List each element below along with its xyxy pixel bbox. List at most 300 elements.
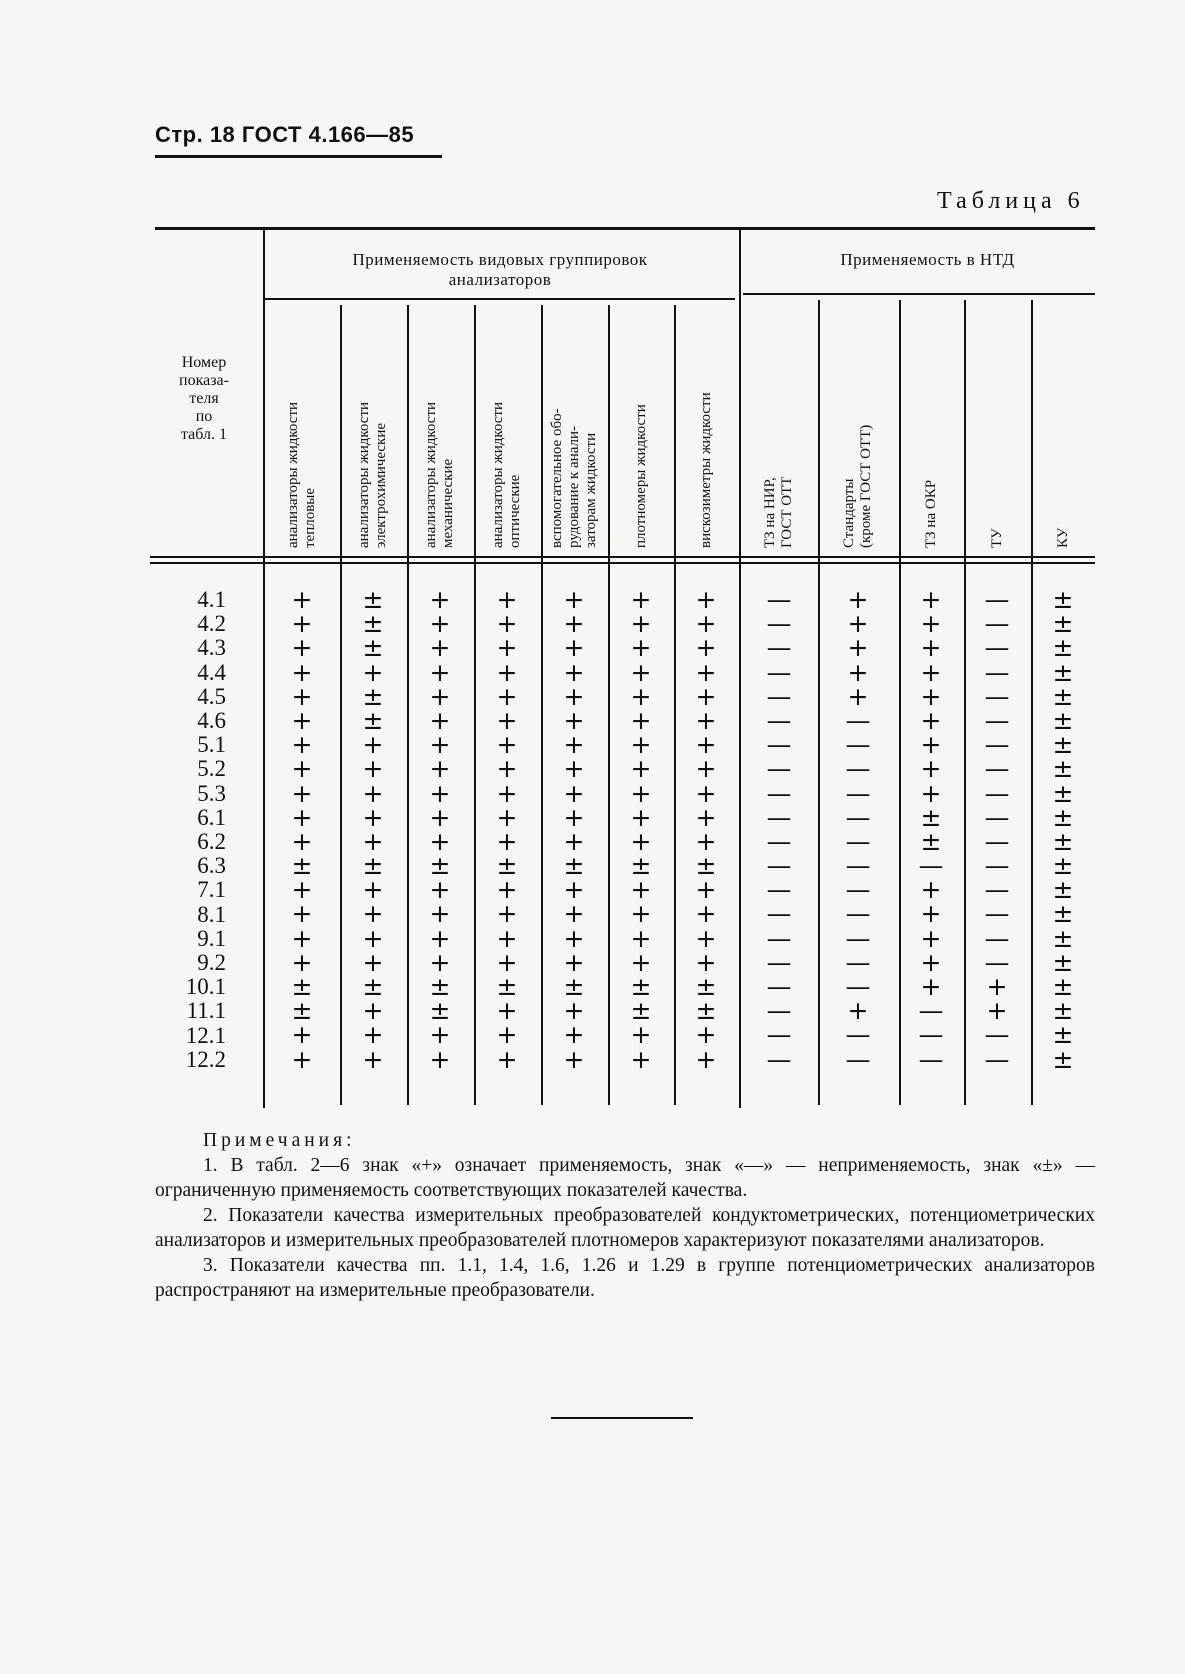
column-header-10 (923, 302, 940, 548)
column-header-text: вискозиметры жидкости (697, 392, 714, 548)
table-cell: + (563, 1044, 585, 1074)
table-cell: + (496, 899, 518, 929)
data-column-7 (681, 585, 731, 1074)
table-cell: — (845, 826, 871, 856)
table-cell: + (630, 899, 652, 929)
table-cell: ± (291, 851, 313, 881)
column-header-text: анализаторы жидкости оптические (490, 401, 523, 548)
table-cell: + (496, 585, 518, 614)
table-cell: ± (496, 972, 518, 1001)
col-divider-4 (541, 305, 543, 1105)
table-cell: + (291, 923, 313, 953)
group2-rule (743, 293, 1095, 295)
table-cell: + (847, 681, 869, 711)
table-cell: ± (496, 851, 518, 881)
table-cell: — (984, 826, 1010, 856)
row-number: 12.2 (185, 1046, 226, 1072)
table-cell: + (695, 947, 717, 977)
column-header-text: ТУ (988, 528, 1005, 548)
table-cell: — (766, 923, 792, 953)
row-number: 9.1 (197, 925, 226, 951)
col-divider-9 (899, 300, 901, 1105)
table-cell: — (766, 585, 792, 614)
row-number: 4.3 (197, 635, 226, 661)
table-cell: — (984, 899, 1010, 929)
data-column-2 (348, 585, 398, 1074)
row-number: 5.1 (197, 732, 226, 758)
table-cell: + (429, 681, 451, 711)
table-cell: ± (362, 972, 384, 1001)
table-cell: — (766, 899, 792, 929)
table-cell: — (766, 996, 792, 1026)
table-cell: + (563, 609, 585, 639)
table-cell: + (291, 585, 313, 614)
table-cell: ± (362, 851, 384, 881)
table-cell: + (563, 899, 585, 929)
data-column-3 (415, 585, 465, 1074)
table-cell: — (984, 609, 1010, 639)
column-header-4 (490, 302, 524, 548)
table-cell: + (920, 657, 942, 687)
table-cell: ± (1052, 875, 1074, 905)
table-cell: ± (920, 826, 942, 856)
table-cell: ± (1052, 633, 1074, 663)
table-cell: + (496, 1020, 518, 1050)
table-cell: + (563, 1020, 585, 1050)
table-cell: + (362, 826, 384, 856)
row-numbers (150, 588, 240, 1072)
column-header-5 (549, 302, 600, 548)
table-cell: — (845, 802, 871, 832)
table-cell: — (984, 923, 1010, 953)
column-header-text: плотномеры жидкости (632, 404, 649, 548)
table-cell: + (429, 730, 451, 760)
column-header-9 (841, 302, 875, 548)
group1-header: Применяемость видовых группировок анализаторов (352, 250, 648, 289)
table-cell: + (429, 609, 451, 639)
table-cell: + (695, 585, 717, 614)
table-cell: — (845, 730, 871, 760)
table-cell: ± (1052, 972, 1074, 1001)
row-number: 7.1 (197, 877, 226, 903)
table-cell: ± (1052, 705, 1074, 735)
table-cell: — (918, 1020, 944, 1050)
table-cell: + (630, 778, 652, 808)
table-cell: + (496, 633, 518, 663)
table-cell: + (847, 609, 869, 639)
table-cell: — (766, 947, 792, 977)
note-1: 1. В табл. 2—6 знак «+» означает применяемость, знак «—» — неприменяемость, знак «±» — ограниченную применяемость соответствующих показателей качества. (155, 1155, 1095, 1201)
table-cell: ± (291, 996, 313, 1026)
row-number: 4.6 (197, 708, 226, 734)
row-number: 4.5 (197, 683, 226, 709)
table-cell: ± (362, 609, 384, 639)
table-cell: ± (1052, 996, 1074, 1026)
table-cell: — (766, 875, 792, 905)
table-cell: + (920, 730, 942, 760)
table-cell: + (429, 705, 451, 735)
table-cell: ± (1052, 802, 1074, 832)
col-divider-0 (263, 230, 265, 1108)
column-header-2 (356, 302, 390, 548)
table-cell: + (695, 826, 717, 856)
table-cell: + (291, 899, 313, 929)
table-cell: + (362, 730, 384, 760)
table-cell: + (291, 633, 313, 663)
table-cell: + (291, 778, 313, 808)
table-cell: — (984, 778, 1010, 808)
table-cell: + (630, 802, 652, 832)
table-cell: + (695, 899, 717, 929)
table-cell: + (429, 1044, 451, 1074)
table-cell: — (984, 730, 1010, 760)
table-cell: + (695, 705, 717, 735)
table-cell: + (920, 585, 942, 614)
table-cell: + (563, 633, 585, 663)
header-bottom-rule-1 (150, 556, 1095, 558)
table-cell: — (984, 1020, 1010, 1050)
table-cell: + (496, 657, 518, 687)
table-cell: + (695, 730, 717, 760)
bottom-rule (551, 1417, 693, 1419)
table-cell: + (630, 681, 652, 711)
table-cell: + (563, 802, 585, 832)
data-column-8 (754, 585, 804, 1074)
table-cell: + (291, 947, 313, 977)
table-cell: + (362, 923, 384, 953)
header-rule (155, 155, 442, 158)
row-number: 6.2 (197, 829, 226, 855)
table-cell: + (291, 681, 313, 711)
table-cell: ± (1052, 657, 1074, 687)
table-cell: + (362, 1020, 384, 1050)
row-number: 5.2 (197, 756, 226, 782)
table-cell: + (496, 996, 518, 1026)
data-column-6 (616, 585, 666, 1074)
table-cell: ± (1052, 923, 1074, 953)
table-cell: — (984, 947, 1010, 977)
table-cell: ± (1052, 851, 1074, 881)
table-cell: + (920, 899, 942, 929)
table-cell: ± (291, 972, 313, 1001)
row-number: 6.3 (197, 853, 226, 879)
table-cell: — (845, 972, 871, 1001)
col-divider-8 (818, 300, 820, 1105)
page-header: Стр. 18 ГОСТ 4.166—85 (155, 122, 415, 147)
table-cell: — (845, 1044, 871, 1074)
table-cell: ± (920, 802, 942, 832)
table-cell: ± (362, 705, 384, 735)
row-number: 4.4 (197, 659, 226, 685)
group2-header: Применяемость в НТД (840, 250, 1015, 269)
column-header-text: ТЗ на ОКР (922, 479, 939, 548)
table-cell: ± (362, 633, 384, 663)
table-cell: — (766, 633, 792, 663)
table-cell: + (291, 875, 313, 905)
table-cell: — (984, 681, 1010, 711)
table-cell: + (563, 681, 585, 711)
table-cell: — (766, 1020, 792, 1050)
table-cell: — (766, 705, 792, 735)
table-cell: + (920, 778, 942, 808)
table-top-rule (155, 227, 1095, 230)
table-cell: + (496, 1044, 518, 1074)
table-cell: ± (429, 851, 451, 881)
row-number: 4.1 (197, 587, 226, 612)
data-column-1 (277, 585, 327, 1074)
table-cell: + (429, 778, 451, 808)
table-cell: + (291, 730, 313, 760)
table-cell: — (766, 730, 792, 760)
table-cell: — (984, 705, 1010, 735)
table-cell: — (984, 851, 1010, 881)
table-cell: — (984, 754, 1010, 784)
notes-title: Примечания: (203, 1130, 356, 1151)
col-divider-5 (608, 305, 610, 1105)
table-cell: + (429, 875, 451, 905)
row-number-header: Номер показа- теля по табл. 1 (179, 354, 229, 443)
row-number: 11.1 (186, 998, 226, 1024)
table-cell: + (563, 657, 585, 687)
table-cell: + (563, 778, 585, 808)
table-title: Таблица 6 (937, 188, 1085, 214)
table-cell: + (847, 585, 869, 614)
table-cell: ± (362, 681, 384, 711)
column-header-text: вспомогательное обо- рудование к анали- заторам жидкости (548, 408, 599, 548)
column-header-6 (633, 302, 650, 548)
col-divider-10 (964, 300, 966, 1105)
row-number: 12.1 (185, 1022, 226, 1048)
column-header-text: анализаторы жидкости механические (423, 401, 456, 548)
table-cell: + (630, 633, 652, 663)
row-number: 5.3 (197, 780, 226, 806)
table-cell: + (429, 1020, 451, 1050)
table-cell: + (847, 657, 869, 687)
table-cell: + (291, 1020, 313, 1050)
table-cell: ± (1052, 1044, 1074, 1074)
table-cell: + (362, 1044, 384, 1074)
table-cell: + (630, 826, 652, 856)
table-cell: + (630, 875, 652, 905)
table-cell: + (291, 657, 313, 687)
table-cell: — (984, 585, 1010, 614)
table-cell: + (695, 681, 717, 711)
table-cell: — (845, 705, 871, 735)
table-cell: — (766, 609, 792, 639)
table-cell: ± (1052, 730, 1074, 760)
column-header-3 (423, 302, 457, 548)
table-cell: + (563, 754, 585, 784)
table-cell: ± (695, 972, 717, 1001)
table-cell: + (496, 681, 518, 711)
table-cell: ± (695, 996, 717, 1026)
table-cell: — (766, 972, 792, 1001)
table-cell: + (695, 875, 717, 905)
table-cell: + (496, 826, 518, 856)
table-cell: — (984, 802, 1010, 832)
table-cell: + (429, 923, 451, 953)
col-divider-3 (474, 305, 476, 1105)
table-cell: — (766, 851, 792, 881)
table-cell: + (920, 875, 942, 905)
column-header-text: анализаторы жидкости электрохимические (356, 401, 389, 548)
table-cell: — (984, 633, 1010, 663)
table-cell: ± (429, 996, 451, 1026)
table-cell: + (920, 705, 942, 735)
table-cell: + (362, 802, 384, 832)
table-cell: — (845, 851, 871, 881)
table-cell: — (984, 1044, 1010, 1074)
table-cell: — (845, 778, 871, 808)
data-column-5 (549, 585, 599, 1074)
table-cell: — (918, 1044, 944, 1074)
table-cell: ± (563, 972, 585, 1001)
data-column-9 (833, 585, 883, 1074)
table-cell: + (695, 633, 717, 663)
table-cell: + (496, 705, 518, 735)
note-2: 2. Показатели качества измерительных преобразователей кондуктометрических, потенциометрических анализаторов и измерительных преобразователей плотномеров характеризуют показателями анализаторов. (155, 1205, 1095, 1251)
table-cell: + (695, 1020, 717, 1050)
col-divider-1 (340, 305, 342, 1105)
table-cell: + (291, 705, 313, 735)
table-cell: + (362, 875, 384, 905)
table-cell: + (362, 899, 384, 929)
table-cell: — (766, 681, 792, 711)
table-cell: + (362, 778, 384, 808)
table-cell: ± (1052, 899, 1074, 929)
table-cell: + (920, 947, 942, 977)
data-column-4 (482, 585, 532, 1074)
table-cell: + (429, 657, 451, 687)
table-cell: + (695, 609, 717, 639)
table-cell: + (986, 996, 1008, 1026)
table-cell: + (695, 754, 717, 784)
table-cell: + (429, 802, 451, 832)
table-cell: ± (1052, 826, 1074, 856)
table-cell: — (766, 754, 792, 784)
table-cell: + (291, 802, 313, 832)
table-cell: + (291, 609, 313, 639)
table-cell: + (429, 754, 451, 784)
column-header-7 (698, 302, 715, 548)
table-cell: + (496, 802, 518, 832)
table-cell: + (630, 705, 652, 735)
table-cell: + (847, 633, 869, 663)
table-cell: + (362, 754, 384, 784)
table-cell: + (291, 826, 313, 856)
table-cell: — (918, 996, 944, 1026)
table-cell: + (563, 875, 585, 905)
table-cell: + (630, 730, 652, 760)
table-cell: + (920, 609, 942, 639)
table-cell: + (496, 923, 518, 953)
table-cell: + (429, 585, 451, 614)
table-cell: + (563, 730, 585, 760)
table-cell: — (766, 778, 792, 808)
table-cell: + (920, 923, 942, 953)
table-cell: + (695, 923, 717, 953)
table-cell: + (496, 754, 518, 784)
table-cell: + (563, 826, 585, 856)
table-cell: + (429, 899, 451, 929)
column-header-11 (989, 302, 1006, 548)
table-cell: ± (695, 851, 717, 881)
column-header-8 (762, 302, 796, 548)
table-cell: ± (1052, 754, 1074, 784)
table-cell: — (845, 923, 871, 953)
note-3: 3. Показатели качества пп. 1.1, 1.4, 1.6, 1.26 и 1.29 в группе потенциометрических анализаторов распространяют на измерительные преобразователи. (155, 1255, 1095, 1301)
table-cell: + (291, 754, 313, 784)
table-cell: + (920, 754, 942, 784)
table-cell: + (920, 972, 942, 1001)
table-cell: — (766, 657, 792, 687)
table-cell: ± (630, 972, 652, 1001)
data-column-11 (972, 585, 1022, 1074)
table-cell: + (630, 609, 652, 639)
table-cell: + (695, 1044, 717, 1074)
table-cell: + (630, 923, 652, 953)
table-cell: + (563, 705, 585, 735)
table-cell: + (630, 1044, 652, 1074)
table-cell: ± (563, 851, 585, 881)
table-cell: ± (1052, 681, 1074, 711)
data-column-12 (1038, 585, 1088, 1074)
table-cell: — (766, 802, 792, 832)
table-cell: ± (1052, 1020, 1074, 1050)
table-cell: ± (362, 585, 384, 614)
table-cell: + (362, 947, 384, 977)
table-cell: + (362, 996, 384, 1026)
table-cell: — (984, 875, 1010, 905)
table-cell: ± (630, 996, 652, 1026)
header-bottom-rule-2 (150, 562, 1095, 564)
group1-rule (265, 298, 735, 300)
data-column-10 (906, 585, 956, 1074)
row-number: 4.2 (197, 611, 226, 637)
table-cell: — (984, 657, 1010, 687)
table-cell: — (845, 947, 871, 977)
table-cell: + (695, 657, 717, 687)
notes (155, 1128, 1095, 1303)
table-cell: + (630, 1020, 652, 1050)
table-cell: + (920, 681, 942, 711)
table-cell: + (563, 585, 585, 614)
table-cell: — (918, 851, 944, 881)
table-cell: + (429, 826, 451, 856)
col-divider-group (739, 230, 741, 1108)
table-cell: + (563, 996, 585, 1026)
column-header-12 (1055, 302, 1072, 548)
table-cell: + (291, 1044, 313, 1074)
table-cell: ± (1052, 778, 1074, 808)
table-cell: + (496, 947, 518, 977)
table-cell: — (766, 826, 792, 856)
table-cell: + (695, 802, 717, 832)
column-header-text: Стандарты (кроме ГОСТ ОТТ) (841, 424, 874, 548)
column-header-text: КУ (1054, 527, 1071, 548)
table-cell: + (496, 778, 518, 808)
column-header-text: анализаторы жидкости тепловые (285, 401, 318, 548)
table-cell: + (630, 657, 652, 687)
table-cell: + (986, 972, 1008, 1001)
table-cell: + (496, 730, 518, 760)
col-divider-2 (407, 305, 409, 1105)
table-cell: — (845, 754, 871, 784)
table-cell: + (630, 585, 652, 614)
table-cell: — (845, 1020, 871, 1050)
table-cell: + (847, 996, 869, 1026)
table-cell: + (429, 947, 451, 977)
